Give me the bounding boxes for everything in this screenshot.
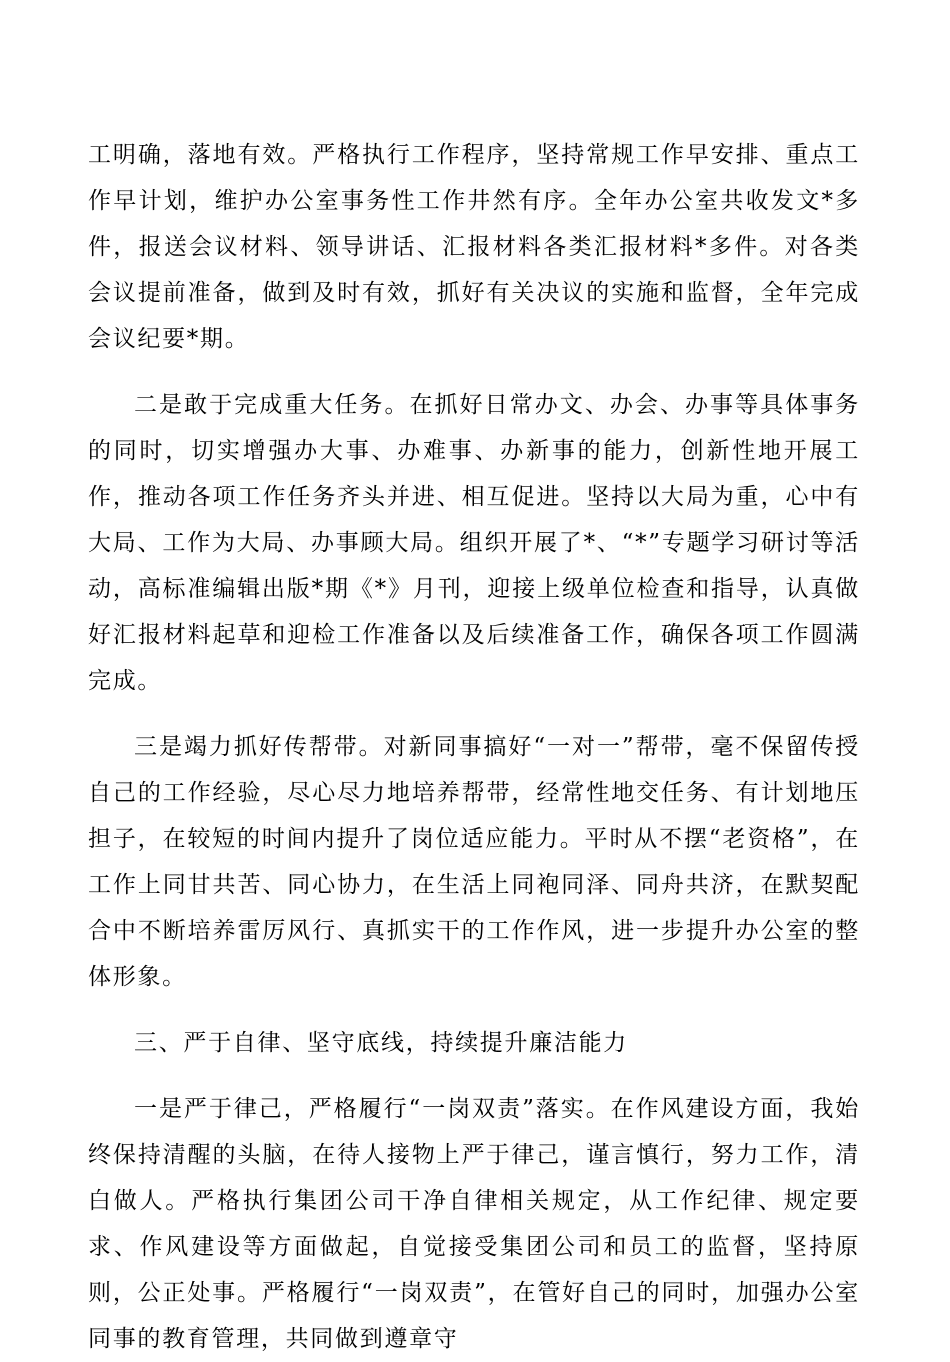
paragraph-mentoring: 三是竭力抓好传帮带。对新同事搞好“一对一”帮带，毫不保留传授自己的工作经验，尽心尽力地培养帮带，经常性地交任务、有计划地压担子，在较短的时间内提升了岗位适应能力。平时从不摆“老资格”，在工作上同甘共苦、同心协力，在生活上同袍同泽、同舟共济，在默契配合中不断培养雷厉风行、真抓实干的工作作风，进一步提升办公室的整体形象。 bbox=[88, 734, 860, 990]
document-body bbox=[88, 132, 860, 1362]
paragraph-major-tasks: 二是敢于完成重大任务。在抓好日常办文、办会、办事等具体事务的同时，切实增强办大事、办难事、办新事的能力，创新性地开展工作，推动各项工作任务齐头并进、相互促进。坚持以大局为重，心中有大局、工作为大局、办事顾大局。组织开展了*、“*”专题学习研讨等活动，高标准编辑出版*期《*》月刊，迎接上级单位检查和指导，认真做好汇报材料起草和迎检工作准备以及后续准备工作，确保各项工作圆满完成。 bbox=[88, 392, 860, 694]
paragraph-continuation: 工明确，落地有效。严格执行工作程序，坚持常规工作早安排、重点工作早计划，维护办公室事务性工作井然有序。全年办公室共收发文*多件，报送会议材料、领导讲话、汇报材料各类汇报材料*多件。对各类会议提前准备，做到及时有效，抓好有关决议的实施和监督，全年完成会议纪要*期。 bbox=[88, 142, 860, 352]
paragraph-self-discipline: 一是严于律己，严格履行“一岗双责”落实。在作风建设方面，我始终保持清醒的头脑，在待人接物上严于律己，谨言慎行，努力工作，清白做人。严格执行集团公司干净自律相关规定，从工作纪律、规定要求、作风建设等方面做起，自觉接受集团公司和员工的监督，坚持原则，公正处事。严格履行“一岗双责”，在管好自己的同时，加强办公室同事的教育管理，共同做到遵章守 bbox=[88, 1096, 860, 1352]
section-heading-integrity: 三、严于自律、坚守底线，持续提升廉洁能力 bbox=[134, 1030, 628, 1056]
